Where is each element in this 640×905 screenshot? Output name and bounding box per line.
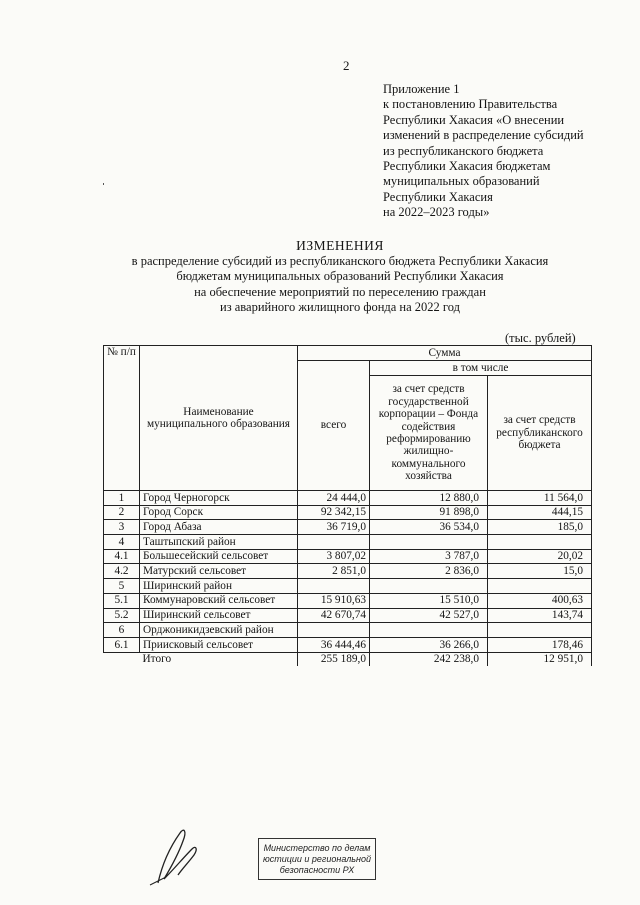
row-fund: 36 534,0 <box>370 520 488 535</box>
row-number: 3 <box>104 520 140 535</box>
header-including: в том числе <box>370 361 592 376</box>
row-total: 36 719,0 <box>298 520 370 535</box>
header-total: всего <box>298 361 370 491</box>
table-row <box>104 608 592 623</box>
row-total: 92 342,15 <box>298 505 370 520</box>
row-fund: 3 787,0 <box>370 549 488 564</box>
table-row <box>104 579 592 594</box>
row-fund: 15 510,0 <box>370 593 488 608</box>
header-num: № п/п <box>104 346 140 491</box>
appendix-line: к постановлению Правительства <box>383 97 558 112</box>
appendix-line: Республики Хакасия <box>383 189 493 204</box>
appendix-line: изменений в распределение субсидий <box>383 128 584 143</box>
row-total: 15 910,63 <box>298 593 370 608</box>
heading-line: в распределение субсидий из республиканского бюджета Республики Хакасия <box>131 253 549 268</box>
row-number: 4 <box>104 535 140 550</box>
heading-line: бюджетам муниципальных образований Республики Хакасия <box>176 269 504 284</box>
row-name: Ширинский сельсовет <box>140 608 298 623</box>
row-republic: 11 564,0 <box>488 491 592 506</box>
page-number: 2 <box>343 58 350 73</box>
total-fund: 242 238,0 <box>370 652 488 666</box>
heading-line: на обеспечение мероприятий по переселению граждан <box>194 284 486 299</box>
row-total: 24 444,0 <box>298 491 370 506</box>
document-heading <box>60 238 620 316</box>
table-row <box>104 520 592 535</box>
row-name: Большесейский сельсовет <box>140 549 298 564</box>
header-name: Наименование муниципального образования <box>140 346 298 491</box>
heading-line: из аварийного жилищного фонда на 2022 год <box>220 300 460 315</box>
row-name: Орджоникидзевский район <box>140 623 298 638</box>
row-republic <box>488 623 592 638</box>
appendix-line: Приложение 1 <box>383 82 460 96</box>
appendix-line: Республики Хакасия «О внесении <box>383 112 565 127</box>
row-name: Приисковый сельсовет <box>140 637 298 652</box>
row-number: 5.1 <box>104 593 140 608</box>
row-fund <box>370 579 488 594</box>
row-total <box>298 623 370 638</box>
header-sum: Сумма <box>298 346 592 361</box>
row-republic: 400,63 <box>488 593 592 608</box>
row-total: 42 670,74 <box>298 608 370 623</box>
row-fund: 2 836,0 <box>370 564 488 579</box>
row-republic <box>488 535 592 550</box>
header-row <box>104 346 592 361</box>
row-number: 6 <box>104 623 140 638</box>
row-name: Город Абаза <box>140 520 298 535</box>
row-name: Город Сорск <box>140 505 298 520</box>
row-number: 1 <box>104 491 140 506</box>
total-row <box>104 652 592 666</box>
row-total <box>298 535 370 550</box>
table-row <box>104 491 592 506</box>
total-republic: 12 951,0 <box>488 652 592 666</box>
appendix-line: муниципальных образований <box>383 174 540 189</box>
row-total: 36 444,46 <box>298 637 370 652</box>
total-label: Итого <box>142 653 172 666</box>
row-name: Коммунаровский сельсовет <box>140 593 298 608</box>
row-number: 6.1 <box>104 637 140 652</box>
row-number: 5.2 <box>104 608 140 623</box>
stamp-line: юстиции и региональной <box>262 854 372 864</box>
signature <box>140 825 220 890</box>
table-row <box>104 505 592 520</box>
table-row <box>104 549 592 564</box>
table-row <box>104 535 592 550</box>
row-number: 2 <box>104 505 140 520</box>
row-fund: 12 880,0 <box>370 491 488 506</box>
row-fund: 42 527,0 <box>370 608 488 623</box>
heading-title: ИЗМЕНЕНИЯ <box>296 238 384 253</box>
row-republic: 15,0 <box>488 564 592 579</box>
row-number: 4.1 <box>104 549 140 564</box>
header-fund: за счет средств государственной корпорации – Фонда содействия реформированию жилищно-коммунального хозяйства <box>370 376 488 491</box>
appendix-line: Республики Хакасия бюджетам <box>383 159 551 174</box>
header-republic: за счет средств республиканского бюджета <box>488 376 592 491</box>
table-row <box>104 593 592 608</box>
row-fund: 36 266,0 <box>370 637 488 652</box>
row-total: 3 807,02 <box>298 549 370 564</box>
row-republic: 20,02 <box>488 549 592 564</box>
stamp-line: Министерство по делам <box>263 843 371 853</box>
row-name: Город Черногорск <box>140 491 298 506</box>
row-number: 4.2 <box>104 564 140 579</box>
stamp-line: безопасности РХ <box>279 865 355 875</box>
row-fund: 91 898,0 <box>370 505 488 520</box>
table-row <box>104 564 592 579</box>
table-row <box>104 637 592 652</box>
row-fund <box>370 535 488 550</box>
registration-stamp <box>258 838 376 880</box>
row-republic <box>488 579 592 594</box>
row-name: Матурский сельсовет <box>140 564 298 579</box>
row-number: 5 <box>104 579 140 594</box>
row-total: 2 851,0 <box>298 564 370 579</box>
row-republic: 178,46 <box>488 637 592 652</box>
appendix-line: из республиканского бюджета <box>383 143 544 158</box>
row-republic: 185,0 <box>488 520 592 535</box>
appendix-block <box>383 82 623 221</box>
row-total <box>298 579 370 594</box>
total-spacer <box>104 652 140 666</box>
subsidy-table <box>103 345 592 666</box>
row-republic: 143,74 <box>488 608 592 623</box>
row-name: Ширинский район <box>140 579 298 594</box>
row-fund <box>370 623 488 638</box>
row-republic: 444,15 <box>488 505 592 520</box>
table-row <box>104 623 592 638</box>
units-label: (тыс. рублей) <box>505 331 576 345</box>
total-sum: 255 189,0 <box>298 652 370 666</box>
appendix-line: на 2022–2023 годы» <box>383 205 490 220</box>
scan-mark <box>103 183 104 185</box>
row-name: Таштыпский район <box>140 535 298 550</box>
